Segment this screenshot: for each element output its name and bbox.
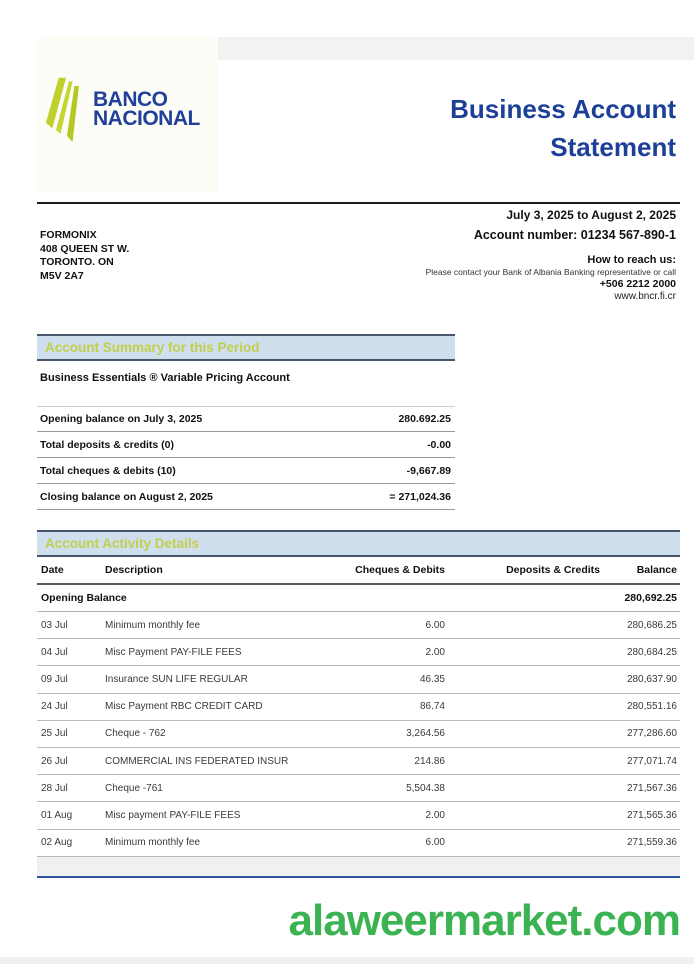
table-row [37, 694, 680, 721]
tx-date: 25 Jul [41, 728, 68, 740]
table-row [37, 775, 680, 802]
tx-balance: 271,559.36 [626, 837, 677, 849]
activity-section-title: Account Activity Details [45, 536, 200, 551]
summary-row-debits [37, 458, 455, 484]
tx-date: 03 Jul [41, 619, 68, 631]
tx-balance: 277,286.60 [626, 728, 677, 740]
statement-period: July 3, 2025 to August 2, 2025 [506, 208, 676, 222]
tx-balance: 280,684.25 [626, 646, 677, 658]
col-header-description: Description [105, 564, 163, 576]
tx-debit: 86.74 [419, 701, 445, 713]
tx-balance: 271,567.36 [626, 782, 677, 794]
opening-balance-value: 280,692.25 [624, 592, 677, 604]
bank-name-line1: BANCO [93, 88, 168, 111]
tx-debit: 2.00 [425, 809, 445, 821]
summary-table [37, 406, 455, 510]
tx-debit: 2.00 [425, 646, 445, 658]
tx-date: 01 Aug [41, 809, 73, 821]
table-row [37, 802, 680, 829]
summary-row-deposits [37, 432, 455, 458]
tx-debit: 46.35 [419, 673, 445, 685]
table-row [37, 830, 680, 857]
tx-description: Cheque -761 [105, 782, 163, 794]
document-title-line2: Statement [550, 132, 676, 162]
tx-description: Misc Payment PAY-FILE FEES [105, 646, 242, 658]
summary-label: Opening balance on July 3, 2025 [40, 413, 203, 425]
reach-us-line: Please contact your Bank of Albania Banking representative or call [425, 267, 676, 277]
table-row [37, 612, 680, 639]
customer-address-block [40, 229, 129, 283]
bank-logo-block [37, 37, 218, 192]
tx-balance: 280,686.25 [626, 619, 677, 631]
activity-header-row [37, 557, 680, 585]
document-title [450, 90, 676, 166]
tx-debit: 3,264.56 [406, 728, 445, 740]
reach-us-phone: +506 2212 2000 [599, 278, 676, 290]
account-number: Account number: 01234 567-890-1 [473, 228, 676, 242]
col-header-balance: Balance [636, 564, 677, 576]
summary-label: Total cheques & debits (10) [40, 464, 176, 477]
col-header-date: Date [41, 564, 64, 576]
header-divider [37, 202, 680, 204]
tx-debit: 6.00 [425, 837, 445, 849]
bank-logo-icon [41, 75, 93, 143]
summary-label: Closing balance on August 2, 2025 [40, 490, 213, 503]
customer-postal-code: M5V 2A7 [40, 269, 84, 282]
opening-balance-row [37, 585, 680, 612]
table-row [37, 666, 680, 693]
top-gray-band [218, 37, 694, 60]
tx-date: 04 Jul [41, 646, 68, 658]
tx-debit: 214.86 [414, 755, 445, 767]
col-header-credits: Deposits & Credits [506, 564, 600, 576]
reach-us-website[interactable]: www.bncr.fi.cr [614, 291, 676, 302]
tx-balance: 277,071.74 [626, 755, 677, 767]
tx-debit: 6.00 [425, 619, 445, 631]
summary-value: 280.692.25 [398, 413, 451, 425]
activity-table [37, 557, 680, 878]
activity-section-header [37, 530, 680, 557]
summary-section-title: Account Summary for this Period [45, 340, 260, 355]
document-title-line1: Business Account [450, 94, 676, 124]
bank-logo [41, 75, 200, 143]
customer-address-line1: 408 QUEEN ST W. [40, 242, 130, 255]
tx-description: Cheque - 762 [105, 728, 166, 740]
summary-row-closing [37, 484, 455, 510]
reach-us-heading: How to reach us: [587, 254, 676, 266]
tx-date: 09 Jul [41, 673, 68, 685]
tx-balance: 280,551.16 [626, 701, 677, 713]
bank-name-line2: NACIONAL [93, 107, 200, 130]
table-row [37, 748, 680, 775]
contact-block [426, 253, 676, 303]
activity-table-footer [37, 857, 680, 878]
tx-description: Insurance SUN LIFE REGULAR [105, 673, 248, 685]
table-row [37, 639, 680, 666]
opening-balance-label: Opening Balance [41, 592, 127, 604]
tx-balance: 271,565.36 [626, 809, 677, 821]
bank-name [93, 90, 200, 128]
tx-description: Misc Payment RBC CREDIT CARD [105, 701, 263, 713]
tx-date: 24 Jul [41, 701, 68, 713]
tx-description: Minimum monthly fee [105, 837, 201, 849]
watermark-text: alaweermarket.com [288, 896, 680, 945]
tx-debit: 5,504.38 [406, 782, 445, 794]
summary-value: -9,667.89 [406, 464, 451, 477]
account-type-label: Business Essentials ® Variable Pricing Account [40, 372, 290, 384]
summary-value: = 271,024.36 [389, 490, 451, 503]
tx-date: 28 Jul [41, 782, 68, 794]
customer-name: FORMONIX [40, 229, 97, 241]
bottom-edge-band [0, 957, 694, 964]
customer-address-line2: TORONTO. ON [40, 256, 114, 268]
tx-date: 02 Aug [41, 837, 73, 849]
summary-section-header [37, 334, 455, 361]
col-header-debits: Cheques & Debits [355, 564, 445, 576]
tx-description: Minimum monthly fee [105, 619, 201, 631]
summary-row-opening [37, 406, 455, 432]
tx-description: COMMERCIAL INS FEDERATED INSUR [105, 755, 289, 767]
tx-balance: 280,637.90 [626, 673, 677, 685]
summary-value: -0.00 [427, 438, 451, 451]
tx-description: Misc payment PAY-FILE FEES [105, 809, 241, 821]
summary-label: Total deposits & credits (0) [40, 438, 174, 451]
table-row [37, 721, 680, 748]
tx-date: 26 Jul [41, 755, 68, 767]
